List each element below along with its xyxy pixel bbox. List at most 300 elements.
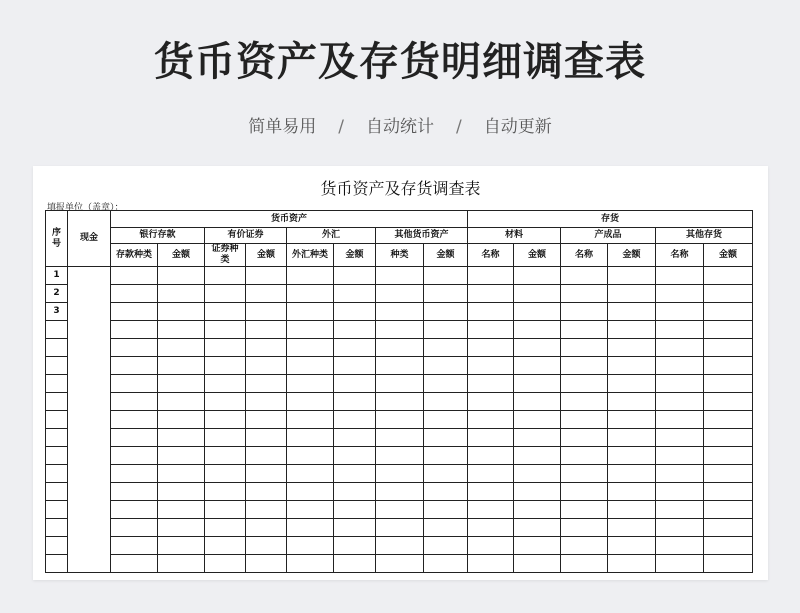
table-cell[interactable] xyxy=(205,429,246,447)
table-cell[interactable] xyxy=(514,429,561,447)
table-cell[interactable] xyxy=(514,267,561,285)
table-cell[interactable] xyxy=(514,375,561,393)
table-cell[interactable] xyxy=(246,483,287,501)
finished-goods-header[interactable]: 产成品 xyxy=(561,228,656,244)
table-cell[interactable] xyxy=(246,375,287,393)
table-cell[interactable] xyxy=(468,357,514,375)
table-cell[interactable] xyxy=(608,555,656,573)
table-row xyxy=(46,303,753,321)
table-cell[interactable] xyxy=(656,447,704,465)
table-cell[interactable] xyxy=(468,429,514,447)
row-number-cell[interactable] xyxy=(46,339,68,357)
table-cell[interactable] xyxy=(424,267,468,285)
table-cell[interactable] xyxy=(468,339,514,357)
table-cell[interactable] xyxy=(608,393,656,411)
table-cell[interactable] xyxy=(656,537,704,555)
table-cell[interactable] xyxy=(514,321,561,339)
table-cell[interactable] xyxy=(704,357,753,375)
table-cell[interactable] xyxy=(468,501,514,519)
table-cell[interactable] xyxy=(334,483,376,501)
table-cell[interactable] xyxy=(704,537,753,555)
table-cell[interactable] xyxy=(287,267,334,285)
table-cell[interactable] xyxy=(656,483,704,501)
table-row xyxy=(46,267,753,285)
table-cell[interactable] xyxy=(424,501,468,519)
table-cell[interactable] xyxy=(246,429,287,447)
table-cell[interactable] xyxy=(287,429,334,447)
table-cell[interactable] xyxy=(287,393,334,411)
table-cell[interactable] xyxy=(158,393,205,411)
table-cell[interactable] xyxy=(287,375,334,393)
col-amount[interactable]: 金额 xyxy=(608,244,656,267)
table-cell[interactable] xyxy=(656,357,704,375)
table-cell[interactable] xyxy=(468,447,514,465)
table-cell[interactable] xyxy=(656,465,704,483)
table-cell[interactable] xyxy=(376,375,424,393)
table-cell[interactable] xyxy=(334,267,376,285)
table-cell[interactable] xyxy=(287,501,334,519)
col-amount[interactable]: 金额 xyxy=(334,244,376,267)
table-cell[interactable] xyxy=(287,465,334,483)
table-cell[interactable] xyxy=(376,465,424,483)
table-cell[interactable] xyxy=(158,411,205,429)
table-cell[interactable] xyxy=(376,537,424,555)
table-cell[interactable] xyxy=(158,555,205,573)
table-cell[interactable] xyxy=(656,321,704,339)
table-cell[interactable] xyxy=(111,393,158,411)
table-cell[interactable] xyxy=(111,501,158,519)
other-monetary-header[interactable]: 其他货币资产 xyxy=(376,228,468,244)
table-cell[interactable] xyxy=(376,501,424,519)
group-monetary-header[interactable]: 货币资产 xyxy=(111,211,468,228)
table-cell[interactable] xyxy=(205,375,246,393)
table-cell[interactable] xyxy=(704,519,753,537)
col-forex-type[interactable]: 外汇种类 xyxy=(287,244,334,267)
table-cell[interactable] xyxy=(111,429,158,447)
table-cell[interactable] xyxy=(561,339,608,357)
table-cell[interactable] xyxy=(704,447,753,465)
table-cell[interactable] xyxy=(656,285,704,303)
table-cell[interactable] xyxy=(424,465,468,483)
table-cell[interactable] xyxy=(376,339,424,357)
table-cell[interactable] xyxy=(608,339,656,357)
table-cell[interactable] xyxy=(376,303,424,321)
table-cell[interactable] xyxy=(468,537,514,555)
separator: / xyxy=(338,117,344,137)
table-cell[interactable] xyxy=(561,285,608,303)
table-cell[interactable] xyxy=(287,519,334,537)
table-cell[interactable] xyxy=(608,483,656,501)
table-cell[interactable] xyxy=(158,267,205,285)
table-cell[interactable] xyxy=(376,483,424,501)
table-cell[interactable] xyxy=(468,483,514,501)
unit-label: 填报单位（盖章）： xyxy=(47,203,124,213)
table-cell[interactable] xyxy=(424,537,468,555)
table-cell[interactable] xyxy=(424,429,468,447)
table-cell[interactable] xyxy=(704,555,753,573)
cash-header[interactable]: 现金 xyxy=(68,211,111,267)
table-row xyxy=(46,285,753,303)
table-cell[interactable] xyxy=(246,285,287,303)
table-cell[interactable] xyxy=(111,537,158,555)
row-number-cell[interactable] xyxy=(46,321,68,339)
table-cell[interactable] xyxy=(246,519,287,537)
cash-cell[interactable] xyxy=(68,267,111,573)
table-cell[interactable] xyxy=(334,321,376,339)
table-cell[interactable] xyxy=(111,303,158,321)
table-cell[interactable] xyxy=(287,555,334,573)
table-cell[interactable] xyxy=(468,267,514,285)
table-cell[interactable] xyxy=(608,375,656,393)
header-row-1 xyxy=(46,211,753,228)
table-cell[interactable] xyxy=(561,465,608,483)
table-cell[interactable] xyxy=(608,465,656,483)
table-cell[interactable] xyxy=(561,393,608,411)
table-cell[interactable] xyxy=(656,375,704,393)
table-cell[interactable] xyxy=(656,339,704,357)
table-cell[interactable] xyxy=(246,555,287,573)
table-cell[interactable] xyxy=(287,537,334,555)
table-cell[interactable] xyxy=(424,519,468,537)
table-row xyxy=(46,465,753,483)
table-cell[interactable] xyxy=(656,393,704,411)
table-cell[interactable] xyxy=(608,321,656,339)
table-cell[interactable] xyxy=(111,465,158,483)
table-cell[interactable] xyxy=(608,501,656,519)
row-number-cell[interactable]: 3 xyxy=(46,303,68,321)
table-cell[interactable] xyxy=(704,321,753,339)
table-cell[interactable] xyxy=(468,375,514,393)
table-cell[interactable] xyxy=(287,339,334,357)
row-number-cell[interactable] xyxy=(46,411,68,429)
table-cell[interactable] xyxy=(704,303,753,321)
table-cell[interactable] xyxy=(468,411,514,429)
table-cell[interactable] xyxy=(158,429,205,447)
feature-auto-stat: 自动统计 xyxy=(366,117,434,137)
table-cell[interactable] xyxy=(205,321,246,339)
table-cell[interactable] xyxy=(608,537,656,555)
table-cell[interactable] xyxy=(561,501,608,519)
feature-easy: 简单易用 xyxy=(248,117,317,137)
table-cell[interactable] xyxy=(205,393,246,411)
table-cell[interactable] xyxy=(514,555,561,573)
table-cell[interactable] xyxy=(561,537,608,555)
table-cell[interactable] xyxy=(158,285,205,303)
table-cell[interactable] xyxy=(287,303,334,321)
table-cell[interactable] xyxy=(205,537,246,555)
table-cell[interactable] xyxy=(205,447,246,465)
table-cell[interactable] xyxy=(111,339,158,357)
table-cell[interactable] xyxy=(205,465,246,483)
table-cell[interactable] xyxy=(561,519,608,537)
table-cell[interactable] xyxy=(608,267,656,285)
table-cell[interactable] xyxy=(424,375,468,393)
table-cell[interactable] xyxy=(111,411,158,429)
table-cell[interactable] xyxy=(287,411,334,429)
row-number-cell[interactable] xyxy=(46,519,68,537)
table-cell[interactable] xyxy=(111,483,158,501)
table-cell[interactable] xyxy=(158,447,205,465)
table-cell[interactable] xyxy=(287,321,334,339)
table-cell[interactable] xyxy=(561,411,608,429)
table-row xyxy=(46,411,753,429)
other-inventory-header[interactable]: 其他存货 xyxy=(656,228,753,244)
table-cell[interactable] xyxy=(514,357,561,375)
table-cell[interactable] xyxy=(608,285,656,303)
banner-title: 货币资产及存货明细调查表 xyxy=(154,39,646,85)
table-cell[interactable] xyxy=(468,465,514,483)
row-number-cell[interactable] xyxy=(46,483,68,501)
table-cell[interactable] xyxy=(158,483,205,501)
table-cell[interactable] xyxy=(334,537,376,555)
table-cell[interactable] xyxy=(468,303,514,321)
table-cell[interactable] xyxy=(111,519,158,537)
table-cell[interactable] xyxy=(158,519,205,537)
table-cell[interactable] xyxy=(561,321,608,339)
row-number-cell[interactable] xyxy=(46,555,68,573)
table-cell[interactable] xyxy=(656,519,704,537)
table-cell[interactable] xyxy=(287,285,334,303)
table-cell[interactable] xyxy=(111,267,158,285)
table-cell[interactable] xyxy=(704,501,753,519)
table-cell[interactable] xyxy=(246,267,287,285)
table-cell[interactable] xyxy=(704,393,753,411)
table-cell[interactable] xyxy=(376,321,424,339)
table-cell[interactable] xyxy=(608,447,656,465)
table-cell[interactable] xyxy=(468,321,514,339)
table-cell[interactable] xyxy=(111,357,158,375)
table-cell[interactable] xyxy=(656,429,704,447)
table-cell[interactable] xyxy=(561,555,608,573)
table-cell[interactable] xyxy=(608,429,656,447)
table-cell[interactable] xyxy=(158,501,205,519)
materials-header[interactable]: 材料 xyxy=(468,228,561,244)
table-cell[interactable] xyxy=(376,447,424,465)
table-cell[interactable] xyxy=(334,501,376,519)
col-name[interactable]: 名称 xyxy=(561,244,608,267)
table-cell[interactable] xyxy=(158,339,205,357)
table-cell[interactable] xyxy=(376,357,424,375)
forex-header[interactable]: 外汇 xyxy=(287,228,376,244)
table-cell[interactable] xyxy=(424,393,468,411)
col-name[interactable]: 名称 xyxy=(656,244,704,267)
table-row xyxy=(46,501,753,519)
table-cell[interactable] xyxy=(704,339,753,357)
table-cell[interactable] xyxy=(334,285,376,303)
table-cell[interactable] xyxy=(424,447,468,465)
table-cell[interactable] xyxy=(334,447,376,465)
row-number-cell[interactable] xyxy=(46,447,68,465)
table-cell[interactable] xyxy=(376,519,424,537)
group-inventory-header[interactable]: 存货 xyxy=(468,211,753,228)
table-cell[interactable] xyxy=(514,501,561,519)
table-cell[interactable] xyxy=(514,285,561,303)
table-cell[interactable] xyxy=(704,483,753,501)
table-row xyxy=(46,375,753,393)
table-cell[interactable] xyxy=(246,447,287,465)
table-cell[interactable] xyxy=(246,465,287,483)
row-number-cell[interactable]: 1 xyxy=(46,267,68,285)
table-cell[interactable] xyxy=(424,357,468,375)
table-cell[interactable] xyxy=(561,267,608,285)
row-number-cell[interactable] xyxy=(46,429,68,447)
row-number-cell[interactable]: 2 xyxy=(46,285,68,303)
table-cell[interactable] xyxy=(334,411,376,429)
table-cell[interactable] xyxy=(514,303,561,321)
table-cell[interactable] xyxy=(424,339,468,357)
table-cell[interactable] xyxy=(656,501,704,519)
table-cell[interactable] xyxy=(656,303,704,321)
table-cell[interactable] xyxy=(334,555,376,573)
table-cell[interactable] xyxy=(158,375,205,393)
table-cell[interactable] xyxy=(111,375,158,393)
table-cell[interactable] xyxy=(656,267,704,285)
col-type[interactable]: 种类 xyxy=(376,244,424,267)
table-cell[interactable] xyxy=(205,303,246,321)
table-cell[interactable] xyxy=(205,501,246,519)
table-cell[interactable] xyxy=(376,411,424,429)
table-cell[interactable] xyxy=(111,321,158,339)
table-cell[interactable] xyxy=(704,375,753,393)
table-cell[interactable] xyxy=(561,429,608,447)
table-cell[interactable] xyxy=(334,303,376,321)
table-cell[interactable] xyxy=(514,393,561,411)
table-cell[interactable] xyxy=(205,519,246,537)
col-amount[interactable]: 金额 xyxy=(246,244,287,267)
table-cell[interactable] xyxy=(514,483,561,501)
table-cell[interactable] xyxy=(205,339,246,357)
table-cell[interactable] xyxy=(334,357,376,375)
table-cell[interactable] xyxy=(246,537,287,555)
col-name[interactable]: 名称 xyxy=(468,244,514,267)
table-cell[interactable] xyxy=(514,465,561,483)
table-cell[interactable] xyxy=(608,411,656,429)
table-cell[interactable] xyxy=(561,483,608,501)
row-number-cell[interactable] xyxy=(46,465,68,483)
row-number-cell[interactable] xyxy=(46,357,68,375)
table-cell[interactable] xyxy=(704,465,753,483)
table-cell[interactable] xyxy=(246,393,287,411)
table-cell[interactable] xyxy=(424,303,468,321)
table-cell[interactable] xyxy=(424,285,468,303)
table-cell[interactable] xyxy=(334,375,376,393)
table-cell[interactable] xyxy=(158,303,205,321)
table-cell[interactable] xyxy=(205,483,246,501)
table-cell[interactable] xyxy=(205,285,246,303)
table-cell[interactable] xyxy=(246,501,287,519)
table-cell[interactable] xyxy=(246,321,287,339)
row-number-cell[interactable] xyxy=(46,501,68,519)
table-cell[interactable] xyxy=(205,357,246,375)
table-cell[interactable] xyxy=(111,447,158,465)
table-cell[interactable] xyxy=(376,429,424,447)
table-cell[interactable] xyxy=(205,555,246,573)
table-cell[interactable] xyxy=(376,555,424,573)
col-amount[interactable]: 金额 xyxy=(704,244,753,267)
table-cell[interactable] xyxy=(287,483,334,501)
col-amount[interactable]: 金额 xyxy=(424,244,468,267)
table-cell[interactable] xyxy=(376,285,424,303)
table-row xyxy=(46,519,753,537)
table-cell[interactable] xyxy=(656,411,704,429)
table-cell[interactable] xyxy=(514,447,561,465)
col-security-type[interactable]: 证券种类 xyxy=(205,244,246,267)
table-cell[interactable] xyxy=(246,411,287,429)
table-cell[interactable] xyxy=(424,555,468,573)
table-row xyxy=(46,321,753,339)
table-cell[interactable] xyxy=(111,285,158,303)
table-cell[interactable] xyxy=(205,411,246,429)
table-cell[interactable] xyxy=(608,303,656,321)
table-cell[interactable] xyxy=(334,519,376,537)
banner-subtitle xyxy=(0,112,800,137)
table-cell[interactable] xyxy=(704,429,753,447)
table-cell[interactable] xyxy=(246,357,287,375)
table-cell[interactable] xyxy=(514,519,561,537)
row-number-cell[interactable] xyxy=(46,537,68,555)
table-cell[interactable] xyxy=(468,555,514,573)
spreadsheet-sheet xyxy=(33,166,768,580)
table-cell[interactable] xyxy=(514,537,561,555)
col-amount[interactable]: 金额 xyxy=(158,244,205,267)
table-cell[interactable] xyxy=(334,393,376,411)
table-row xyxy=(46,555,753,573)
table-cell[interactable] xyxy=(424,321,468,339)
table-cell[interactable] xyxy=(205,267,246,285)
table-cell[interactable] xyxy=(334,429,376,447)
col-amount[interactable]: 金额 xyxy=(514,244,561,267)
table-cell[interactable] xyxy=(704,285,753,303)
table-cell[interactable] xyxy=(334,339,376,357)
row-number-cell[interactable] xyxy=(46,393,68,411)
table-cell[interactable] xyxy=(158,465,205,483)
table-cell[interactable] xyxy=(376,393,424,411)
securities-header[interactable]: 有价证券 xyxy=(205,228,287,244)
table-cell[interactable] xyxy=(514,339,561,357)
table-cell[interactable] xyxy=(561,447,608,465)
seq-header[interactable]: 序号 xyxy=(46,211,68,267)
table-cell[interactable] xyxy=(468,393,514,411)
table-cell[interactable] xyxy=(246,339,287,357)
survey-table xyxy=(45,210,753,573)
table-cell[interactable] xyxy=(287,447,334,465)
table-cell[interactable] xyxy=(158,537,205,555)
table-cell[interactable] xyxy=(424,411,468,429)
table-cell[interactable] xyxy=(158,321,205,339)
row-number-cell[interactable] xyxy=(46,375,68,393)
table-cell[interactable] xyxy=(424,483,468,501)
table-cell[interactable] xyxy=(334,465,376,483)
table-cell[interactable] xyxy=(287,357,334,375)
table-cell[interactable] xyxy=(656,555,704,573)
table-cell[interactable] xyxy=(608,519,656,537)
table-cell[interactable] xyxy=(246,303,287,321)
bank-deposit-header[interactable]: 银行存款 xyxy=(111,228,205,244)
table-cell[interactable] xyxy=(468,519,514,537)
col-deposit-type[interactable]: 存款种类 xyxy=(111,244,158,267)
table-cell[interactable] xyxy=(111,555,158,573)
table-cell[interactable] xyxy=(468,285,514,303)
table-cell[interactable] xyxy=(704,267,753,285)
table-cell[interactable] xyxy=(704,411,753,429)
table-cell[interactable] xyxy=(561,375,608,393)
table-cell[interactable] xyxy=(561,357,608,375)
table-cell[interactable] xyxy=(158,357,205,375)
table-cell[interactable] xyxy=(608,357,656,375)
table-cell[interactable] xyxy=(561,303,608,321)
table-cell[interactable] xyxy=(514,411,561,429)
table-cell[interactable] xyxy=(376,267,424,285)
